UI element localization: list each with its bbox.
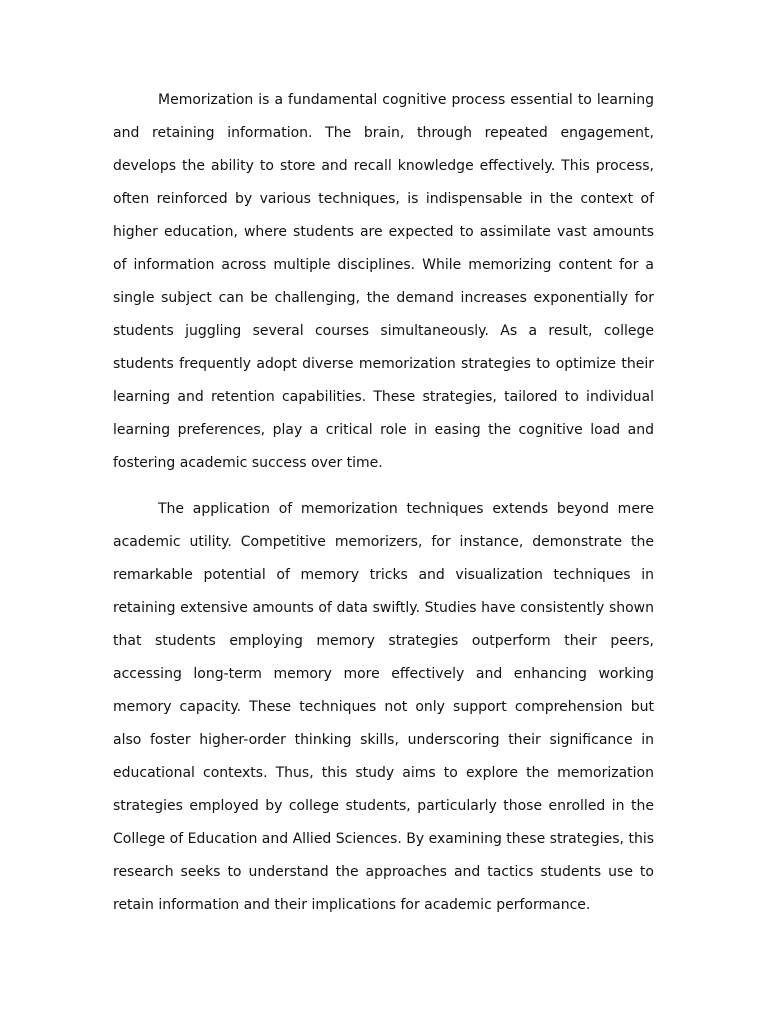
paragraph-1: Memorization is a fundamental cognitive process essential to learning and retaining information. The brain, through repeated engagement, develops the ability to store and recall knowledge effectively. This process, often reinforced by various techniques, is indispensable in the context of higher education, where students are expected to assimilate vast amounts of information across multiple disciplines. While memorizing content for a single subject can be challenging, the demand increases exponentially for students juggling several courses simultaneously. As a result, college students frequently adopt diverse memorization strategies to optimize their learning and retention capabilities. These strategies, tailored to individual learning preferences, play a critical role in easing the cognitive load and fostering academic success over time.	[113, 92, 654, 471]
paragraph-2: The application of memorization techniques extends beyond mere academic utility. Competitive memorizers, for instance, demonstrate the remarkable potential of memory tricks and visualization techniques in retaining extensive amounts of data swiftly. Studies have consistently shown that students employing memory strategies outperform their peers, accessing long-term memory more effectively and enhancing working memory capacity. These techniques not only support comprehension but also foster higher-order thinking skills, underscoring their significance in educational contexts. Thus, this study aims to explore the memorization strategies employed by college students, particularly those enrolled in the College of Education and Allied Sciences. By examining these strategies, this research seeks to understand the approaches and tactics students use to retain information and their implications for academic performance.	[113, 501, 654, 913]
document-body	[113, 84, 654, 922]
